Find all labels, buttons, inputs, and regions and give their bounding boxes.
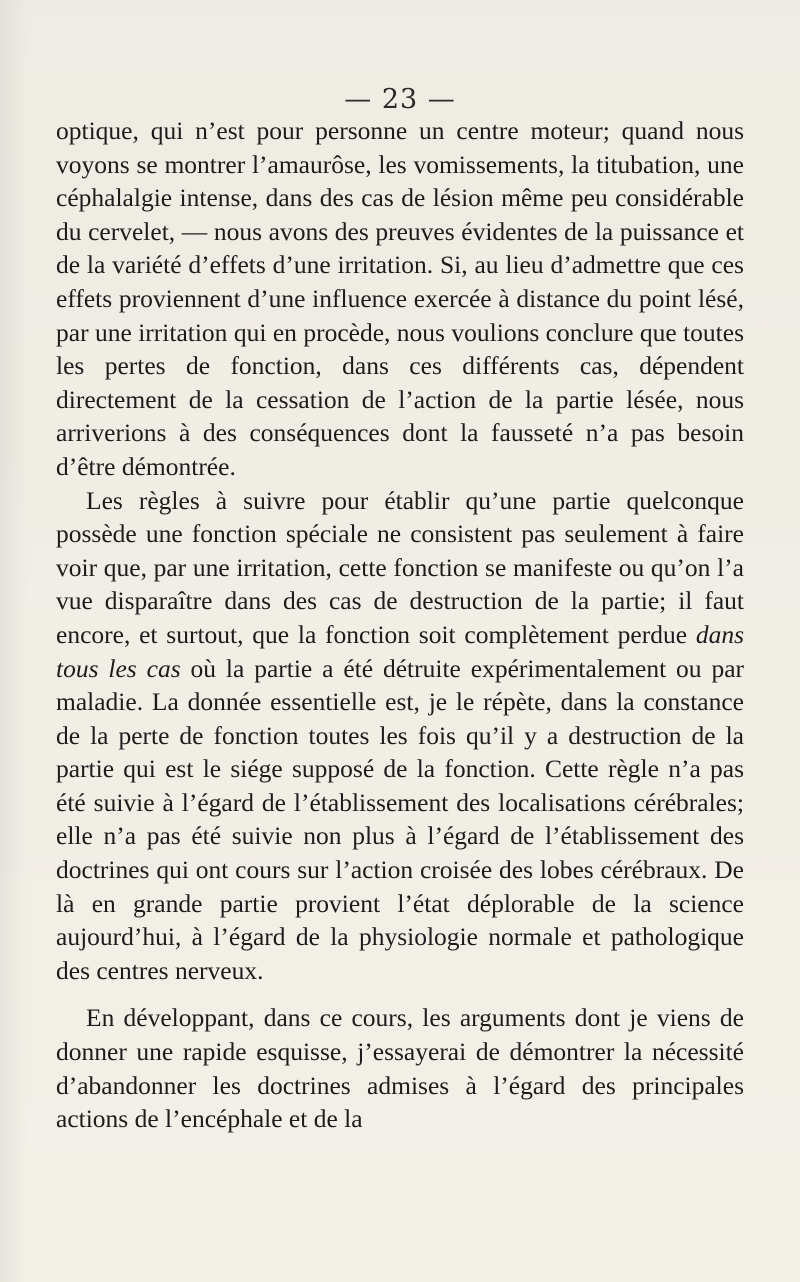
paragraph-2-italic: dans tous les cas xyxy=(56,619,744,683)
paragraph-2 xyxy=(56,484,744,988)
paragraph-2-part-1: Les règles à suivre pour établir qu’une partie quelconque possède une fonction spéciale ne consistent pas seulement à faire voir que, par une irritation, cette fonction se manifeste ou qu’on l’a vue disparaître dans des cas de destruction de la partie; il faut encore, et surtout, que la fonction soit complètement perdue xyxy=(56,485,744,649)
paragraph-1: optique, qui n’est pour personne un centre moteur; quand nous voyons se montrer l’amaurôse, les vomissements, la titubation, une céphalalgie intense, dans des cas de lésion même peu considérable du cervelet, — nous avons des preuves évidentes de la puissance et de la variété d’effets d’une irritation. Si, au lieu d’admettre que ces effets proviennent d’une influence exercée à distance du point lésé, par une irritation qui en procède, nous voulions conclure que toutes les pertes de fonction, dans ces différents cas, dépendent directement de la cessation de l’action de la partie lésée, nous arriverions à des conséquences dont la fausseté n’a pas besoin d’être démontrée. xyxy=(56,116,744,481)
paragraph-3: En développant, dans ce cours, les arguments dont je viens de donner une rapide esquisse, j’essayerai de démontrer la nécessité d’abandonner les doctrines admises à l’égard des principales actions de l’encéphale et de la xyxy=(56,1003,744,1134)
body-text xyxy=(56,114,744,1136)
paragraph-2-part-2: où la partie a été détruite expérimentalement ou par maladie. La donnée essentielle est, je le répète, dans la constance de la perte de fonction toutes les fois qu’il y a destruction de la partie qui est le siége supposé de la fonction. Cette règle n’a pas été suivie à l’égard de l’établissement des localisations cérébrales; elle n’a pas été suivie non plus à l’égard de l’établissement des doctrines qui ont cours sur l’action croisée des lobes cérébraux. De là en grande partie provient l’état déplorable de la science aujourd’hui, à l’égard de la physiologie normale et pathologique des centres nerveux. xyxy=(56,653,745,985)
page-number: — 23 — xyxy=(344,84,456,115)
